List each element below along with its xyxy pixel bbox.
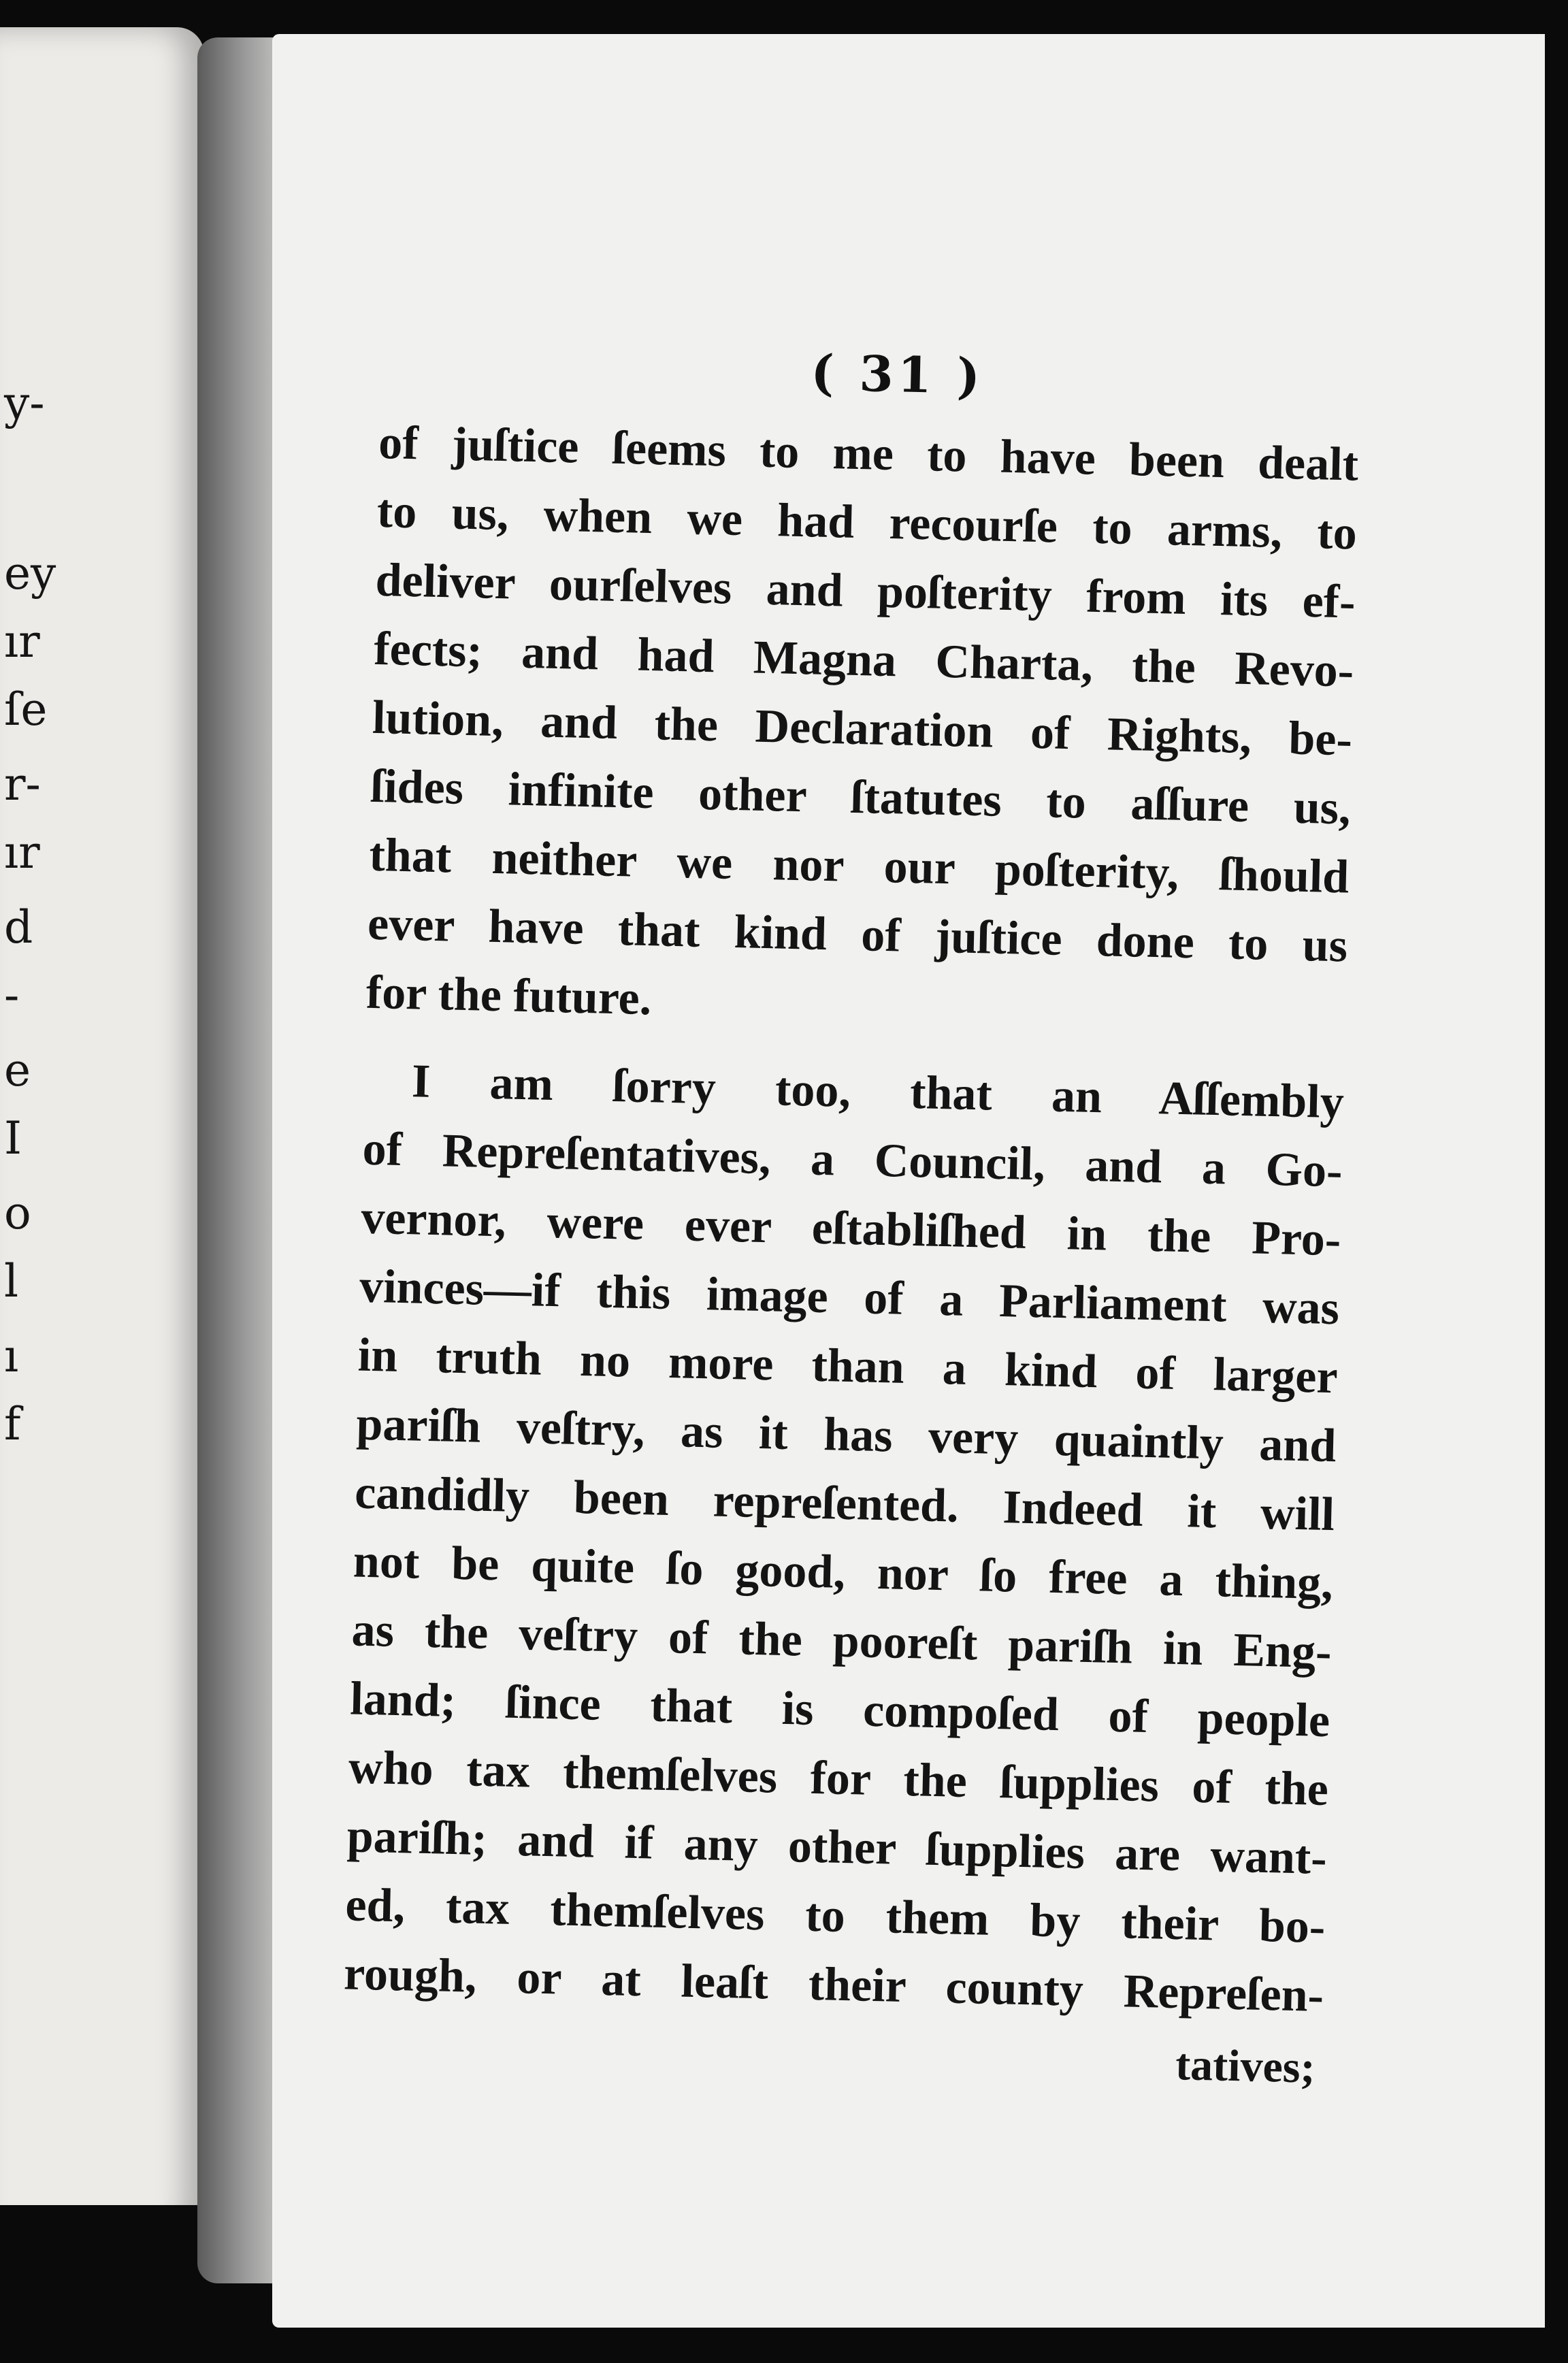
text-line: lution, and the Declaration of Rights, be-: [372, 691, 1353, 766]
left-page-fragment: r-: [4, 758, 41, 811]
text-line: I am ſorry too, that an Aſſembly: [411, 1055, 1345, 1129]
text-line: of Repreſentatives, a Council, and a Go-: [361, 1122, 1343, 1198]
text-line: candidly been repreſented. Indeed it will: [354, 1466, 1335, 1542]
text-line: in truth no more than a kind of larger: [357, 1329, 1339, 1404]
text-line: as the veſtry of the pooreſt pariſh in Eng-: [350, 1603, 1333, 1679]
left-facing-page: [0, 27, 204, 2246]
text-line: that neither we nor our poſterity, ſhould: [368, 828, 1350, 904]
left-page-fragment: ey: [4, 547, 56, 600]
text-line: pariſh; and if any other ſupplies are want-: [346, 1810, 1328, 1885]
left-page-fragment: ı: [4, 1330, 19, 1382]
left-page-fragment: I: [4, 1112, 22, 1164]
left-page-fragment: e: [4, 1044, 31, 1096]
text-line: ed, tax themſelves to them by their bo-: [344, 1878, 1326, 1954]
text-line: fects; and had Magna Charta, the Revo-: [373, 622, 1354, 698]
text-line: rough, or at leaſt their county Repreſen-: [343, 1947, 1324, 2023]
text-line: to us, when we had recourſe to arms, to: [376, 485, 1358, 560]
text-line: vernor, were ever eſtabliſhed in the Pro-: [360, 1191, 1342, 1267]
left-page-fragment: ſe: [4, 683, 48, 736]
text-line: pariſh veſtry, as it has very quaintly and: [355, 1397, 1337, 1473]
text-line: ever have that kind of juſtice done to us: [367, 897, 1348, 973]
paragraph: [343, 1046, 1345, 2030]
left-page-fragment: d: [4, 901, 33, 954]
text-line: not be quite ſo good, nor ſo free a thing,: [353, 1535, 1334, 1610]
paragraph: [365, 408, 1359, 1049]
text-line: deliver ourſelves and poſterity from its ef-: [374, 553, 1356, 629]
background-region: [1545, 0, 1568, 2363]
catchword: tatives;: [1175, 2040, 1316, 2093]
left-page-fragment: ır: [4, 615, 40, 668]
left-page-fragment: o: [4, 1187, 31, 1239]
text-line: who tax themſelves for the ſupplies of the: [348, 1741, 1329, 1816]
page-number: ( 31 ): [810, 343, 985, 406]
left-page-fragment: y-: [4, 377, 45, 429]
right-page: [272, 34, 1552, 2328]
text-line: ſides infinite other ſtatutes to aſſure us,: [370, 760, 1352, 835]
left-page-fragment: ır: [4, 826, 40, 879]
text-line: of juſtice ſeems to me to have been dealt: [378, 416, 1359, 491]
left-page-fragment: l: [4, 1255, 19, 1307]
left-page-fragment: f: [4, 1398, 21, 1450]
text-line: land; ſince that is compoſed of people: [349, 1672, 1330, 1748]
page-text-block: [342, 333, 1361, 2104]
body-text: [343, 408, 1359, 2030]
text-line: for the future.: [365, 966, 653, 1026]
left-page-fragment: -: [4, 969, 20, 1022]
text-line: vinces—if this image of a Parliament was: [359, 1260, 1340, 1335]
background-region: [0, 2205, 231, 2363]
